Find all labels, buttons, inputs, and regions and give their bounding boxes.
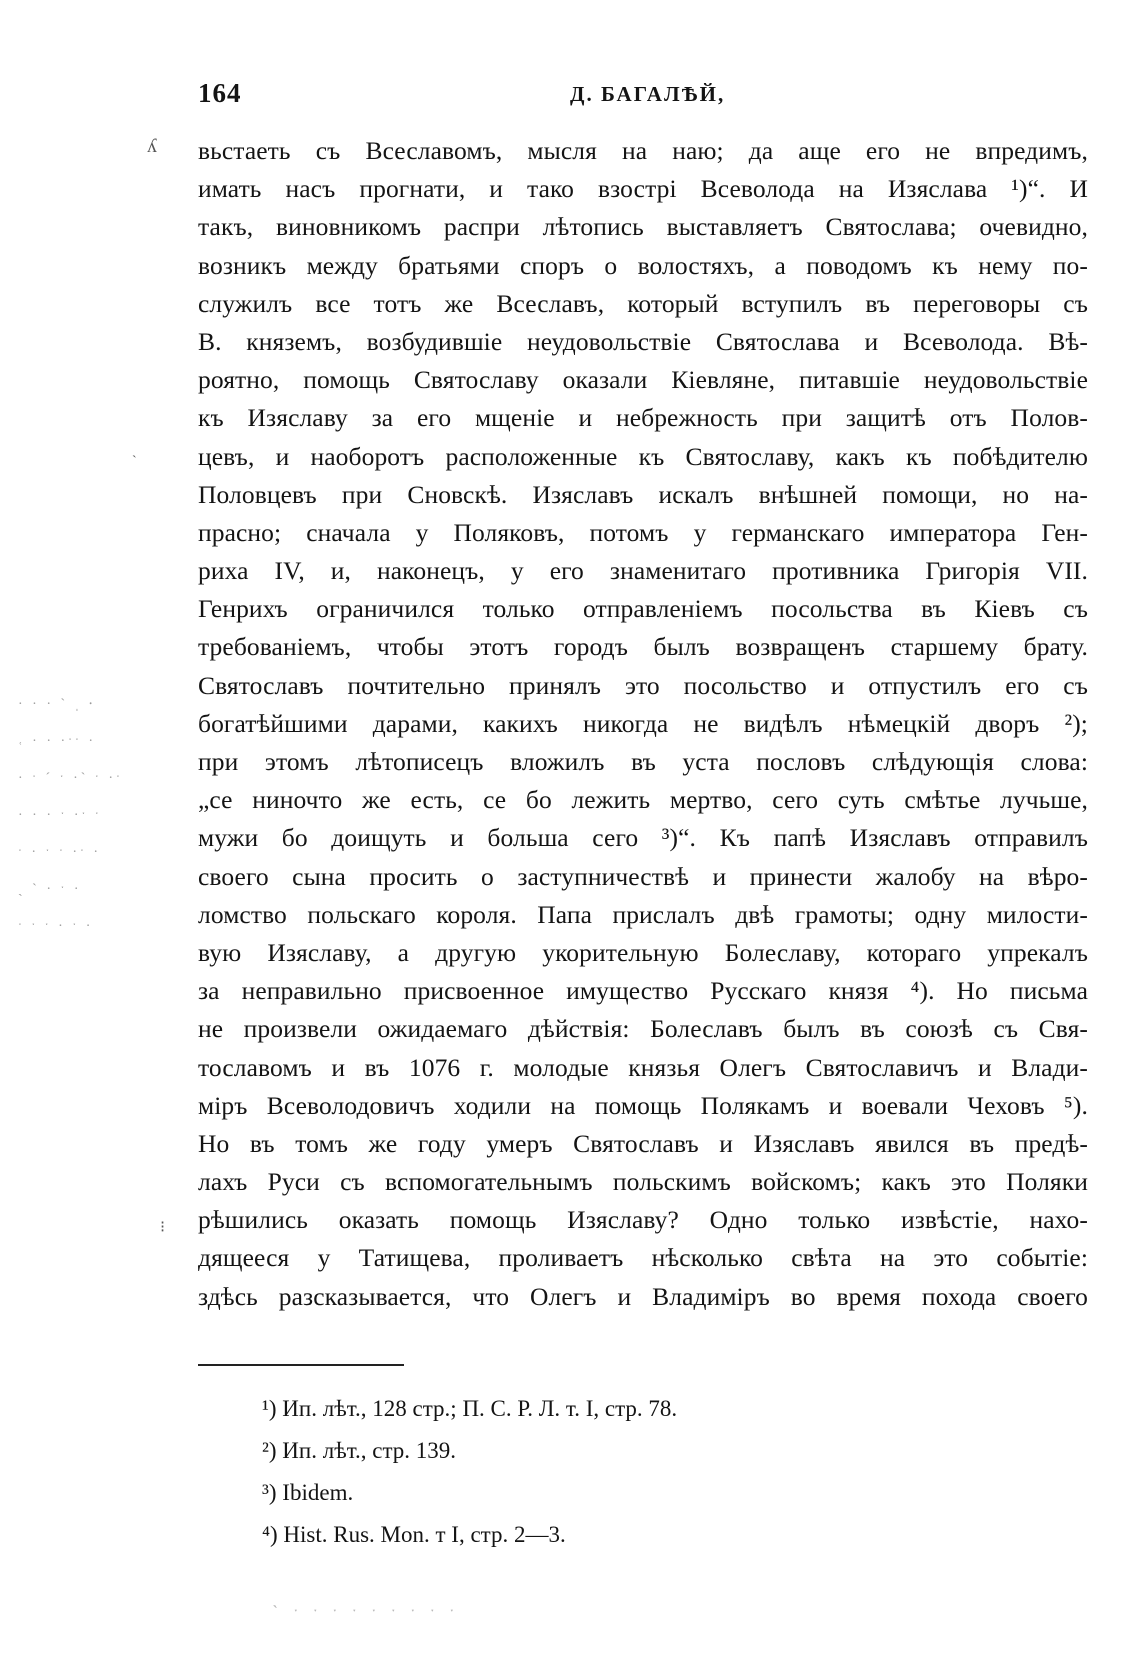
text-line: вьстаеть съ Всеславомъ, мысля на наю; да аще его не впредимъ, bbox=[198, 136, 1088, 165]
text-line: риха IV, и, наконецъ, у его знаменитаго противника Григорія VII. bbox=[198, 556, 1088, 586]
text-line: „се ниночто же есть, се бо лежить мертво, сего суть смѣтье лучьше, bbox=[198, 785, 1088, 815]
text-line: прасно; сначала у Поляковъ, потомъ у германскаго императора Ген- bbox=[198, 517, 1088, 547]
text-line: имать насъ прогнати, и тако взострі Всеволода на Изяслава ¹)“. И bbox=[198, 174, 1088, 204]
bottom-faint-smudge: ˋ ˑ ˑ ˑ ˑ ˑ ˑ ˑ ˑ ˑ bbox=[272, 1602, 459, 1622]
text-line: дящееся у Татищева, проливаетъ нѣсколько свѣта на это событіе: bbox=[198, 1243, 1088, 1273]
text-line: возникъ между братьями споръ о волостяхъ, а поводомъ къ нему по- bbox=[198, 250, 1088, 280]
text-line: не произвели ожидаемаго дѣйствія: Болеславъ былъ въ союзѣ съ Свя- bbox=[198, 1014, 1088, 1044]
text-line: лахъ Руси съ вспомогательнымъ польскимъ войскомъ; какъ это Поляки bbox=[198, 1167, 1088, 1197]
text-line: вую Изяславу, а другую укорительную Болеславу, котораго упрекалъ bbox=[198, 937, 1088, 967]
page-header bbox=[198, 78, 1078, 118]
text-line: міръ Всеволодовичъ ходили на помощь Полякамъ и воевали Чеховъ ⁵). bbox=[198, 1090, 1088, 1120]
text-line: Половцевъ при Сновскѣ. Изяславъ искалъ внѣшней помощи, но на- bbox=[198, 479, 1088, 509]
margin-dot-mark-lower: ⁝ bbox=[160, 1219, 166, 1236]
page-number: 164 bbox=[198, 78, 242, 108]
text-line: служилъ все тотъ же Всеславъ, который вступилъ въ переговоры съ bbox=[198, 288, 1088, 318]
running-head: Д. БАГАЛѢЙ, bbox=[570, 82, 726, 106]
footnote: ²) Ип. лѣт., стр. 139. bbox=[262, 1438, 457, 1463]
margin-dot-mark: ˋ bbox=[132, 454, 137, 469]
text-line: такъ, виновникомъ распри лѣтопись выставляетъ Святослава; очевидно, bbox=[198, 212, 1088, 242]
text-line: за неправильно присвоенное имущество Русскаго князя ⁴). Но письма bbox=[198, 976, 1088, 1006]
text-line: мужи бо доищуть и больша сего ³)“. Къ папѣ Изяславъ отправилъ bbox=[198, 823, 1088, 853]
footnote: ³) Ibidem. bbox=[262, 1480, 354, 1505]
text-line: богатѣйшими дарами, какихъ никогда не видѣлъ нѣмецкій дворъ ²); bbox=[198, 708, 1088, 738]
text-line: при этомъ лѣтописецъ вложилъ въ уста пословъ слѣдующія слова: bbox=[198, 747, 1088, 776]
text-line: цевъ, и наоборотъ расположенные къ Святославу, какъ къ побѣдителю bbox=[198, 441, 1088, 471]
footnote: ¹) Ип. лѣт., 128 стр.; П. С. Р. Л. т. I, стр. 78. bbox=[262, 1396, 678, 1421]
margin-pencil-mark: ʎ bbox=[147, 135, 157, 157]
text-line: ломство польскаго короля. Папа прислалъ двѣ грамоты; одну милости- bbox=[198, 899, 1088, 929]
margin-faint-marks: · · · ˋ ˌ ⸱ ˓ · · ·ˑˑ · · ˑ ˊ ˑ ·ˋ ˑ ·ˑ · · · ˑ ·ˑ ˑ ˑ · ˑ ˑ ·ˑ · ˏ ˋ · ˑ · ˑ ˑ ˑ · ˑ · bbox=[18, 697, 123, 934]
text-line: тославомъ и въ 1076 г. молодые князья Олегъ Святославичъ и Влади- bbox=[198, 1052, 1088, 1082]
text-line: В. княземъ, возбудившіе неудовольствіе Святослава и Всеволода. Вѣ- bbox=[198, 326, 1088, 356]
text-line: требованіемъ, чтобы этотъ городъ былъ возвращенъ старшему брату. bbox=[198, 632, 1088, 662]
body-text bbox=[198, 132, 1088, 1316]
text-line: Генрихъ ограничился только отправленіемъ посольства въ Кіевъ съ bbox=[198, 594, 1088, 624]
footnotes bbox=[262, 1388, 1062, 1556]
footnote-rule bbox=[198, 1364, 404, 1366]
text-line: здѣсь разсказывается, что Олегъ и Владиміръ во время похода своего bbox=[198, 1281, 1088, 1311]
text-line: Но въ томъ же году умеръ Святославъ и Изяславъ явился въ предѣ- bbox=[198, 1128, 1088, 1158]
text-line: Святославъ почтительно принялъ это посольство и отпустилъ его съ bbox=[198, 670, 1088, 700]
text-line: къ Изяславу за его мщеніе и небрежность при защитѣ отъ Полов- bbox=[198, 403, 1088, 433]
text-line: роятно, помощь Святославу оказали Кіевляне, питавшіе неудовольствіе bbox=[198, 365, 1088, 395]
footnote: ⁴) Hist. Rus. Mon. т I, стр. 2—3. bbox=[262, 1522, 566, 1547]
text-line: рѣшились оказать помощь Изяславу? Одно только извѣстіе, нахо- bbox=[198, 1205, 1088, 1235]
text-line: своего сына просить о заступничествѣ и принести жалобу на вѣро- bbox=[198, 861, 1088, 891]
